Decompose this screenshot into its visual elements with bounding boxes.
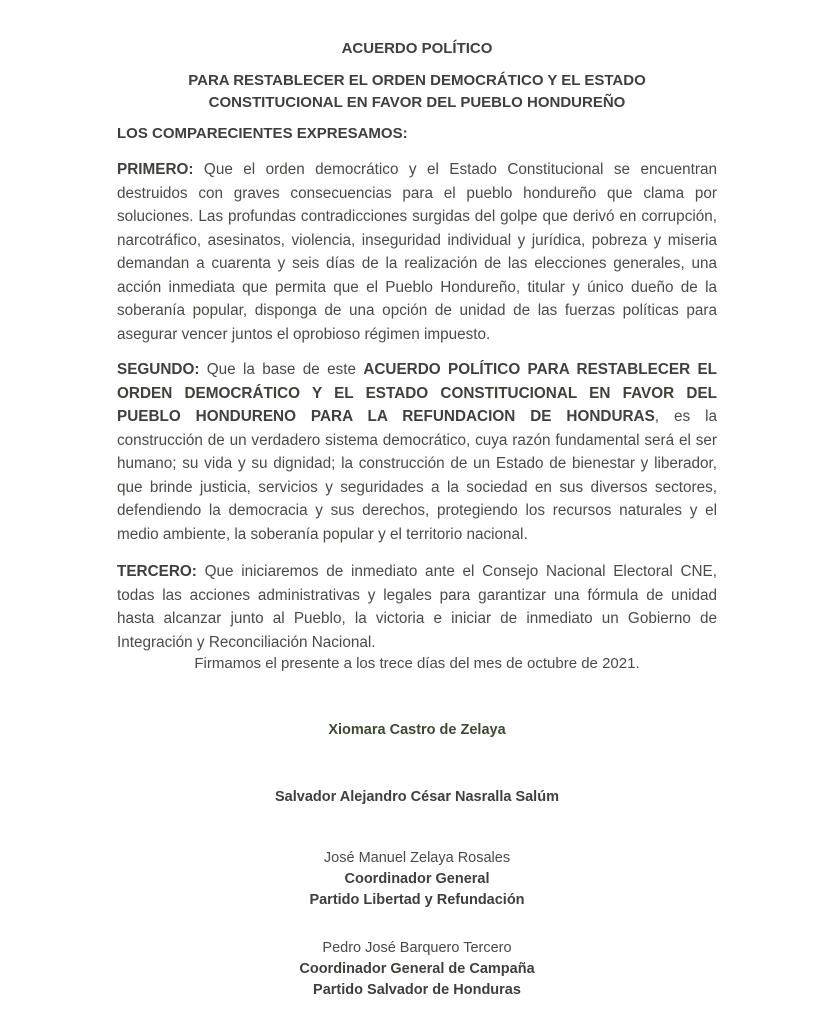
signatory-name: Xiomara Castro de Zelaya	[328, 722, 506, 738]
signatory-party: Partido Libertad y Refundación	[309, 892, 525, 908]
intro-heading: LOS COMPARECIENTES EXPRESAMOS:	[117, 125, 408, 142]
signatory-3	[117, 848, 717, 911]
tercero-text: Que iniciaremos de inmediato ante el Consejo Nacional Electoral CNE, todas las acciones administrativas y legales para garantizar una fórmula de unidad hasta alcanzar junto al Pueblo, la victoria e iniciar de inmediato un Gobierno de Integración y Reconciliación Nacional.	[117, 563, 717, 651]
primero-label: PRIMERO:	[117, 161, 194, 178]
segundo-label: SEGUNDO:	[117, 361, 200, 378]
segundo-text-b: , es la construcción de un verdadero sistema democrático, cuya razón fundamental será el ser humano; su vida y su dignidad; la construcción de un Estado de bienestar y liberador, que brinde justicia, servicios y seguridades a la sociedad en sus diversos sectores, defendiendo la democracia y sus derechos, protegiendo los recursos naturales y el medio ambiente, la soberanía popular y el territorio nacional.	[117, 408, 717, 543]
signatory-1	[117, 720, 717, 741]
subtitle-line-2: CONSTITUCIONAL EN FAVOR DEL PUEBLO HONDUREÑO	[208, 94, 626, 111]
signatory-4	[117, 938, 717, 1001]
paragraph-tercero	[117, 560, 717, 654]
document-title: ACUERDO POLÍTICO	[341, 40, 493, 57]
paragraph-segundo	[117, 358, 717, 546]
document-subtitle	[117, 70, 717, 114]
signatory-role: Coordinador General	[344, 871, 490, 887]
segundo-bold-text: ACUERDO POLÍTICO PARA RESTABLECER EL ORDEN DEMOCRÁTICO Y EL ESTADO CONSTITUCIONAL EN FAVOR DEL PUEBLO HONDURENO PARA LA REFUNDACION DE HONDURAS	[117, 361, 717, 425]
signatory-name: Salvador Alejandro César Nasralla Salúm	[275, 789, 559, 805]
subtitle-line-1: PARA RESTABLECER EL ORDEN DEMOCRÁTICO Y EL ESTADO	[188, 72, 646, 89]
signatory-party: Partido Salvador de Honduras	[313, 982, 521, 998]
signatory-2	[117, 787, 717, 808]
signed-statement: Firmamos el presente a los trece días del mes de octubre de 2021.	[194, 655, 640, 672]
signatory-role: Coordinador General de Campaña	[299, 961, 535, 977]
primero-text: Que el orden democrático y el Estado Constitucional se encuentran destruidos con graves consecuencias para el pueblo hondureño que clama por soluciones. Las profundas contradicciones surgidas del golpe que derivó en corrupción, narcotráfico, asesinatos, violencia, inseguridad individual y jurídica, pobreza y miseria demandan a cuarenta y seis días de la realización de las elecciones generales, una acción inmediata que permita que el Pueblo Hondureño, titular y único dueño de la soberanía popular, disponga de una opción de unidad de las fuerzas políticas para asegurar vencer juntos el oprobioso régimen impuesto.	[117, 161, 717, 343]
tercero-label: TERCERO:	[117, 563, 197, 580]
segundo-text-a: Que la base de este	[199, 361, 364, 378]
signatory-name: José Manuel Zelaya Rosales	[323, 850, 511, 866]
signatory-name: Pedro José Barquero Tercero	[322, 940, 512, 956]
paragraph-primero	[117, 158, 717, 346]
